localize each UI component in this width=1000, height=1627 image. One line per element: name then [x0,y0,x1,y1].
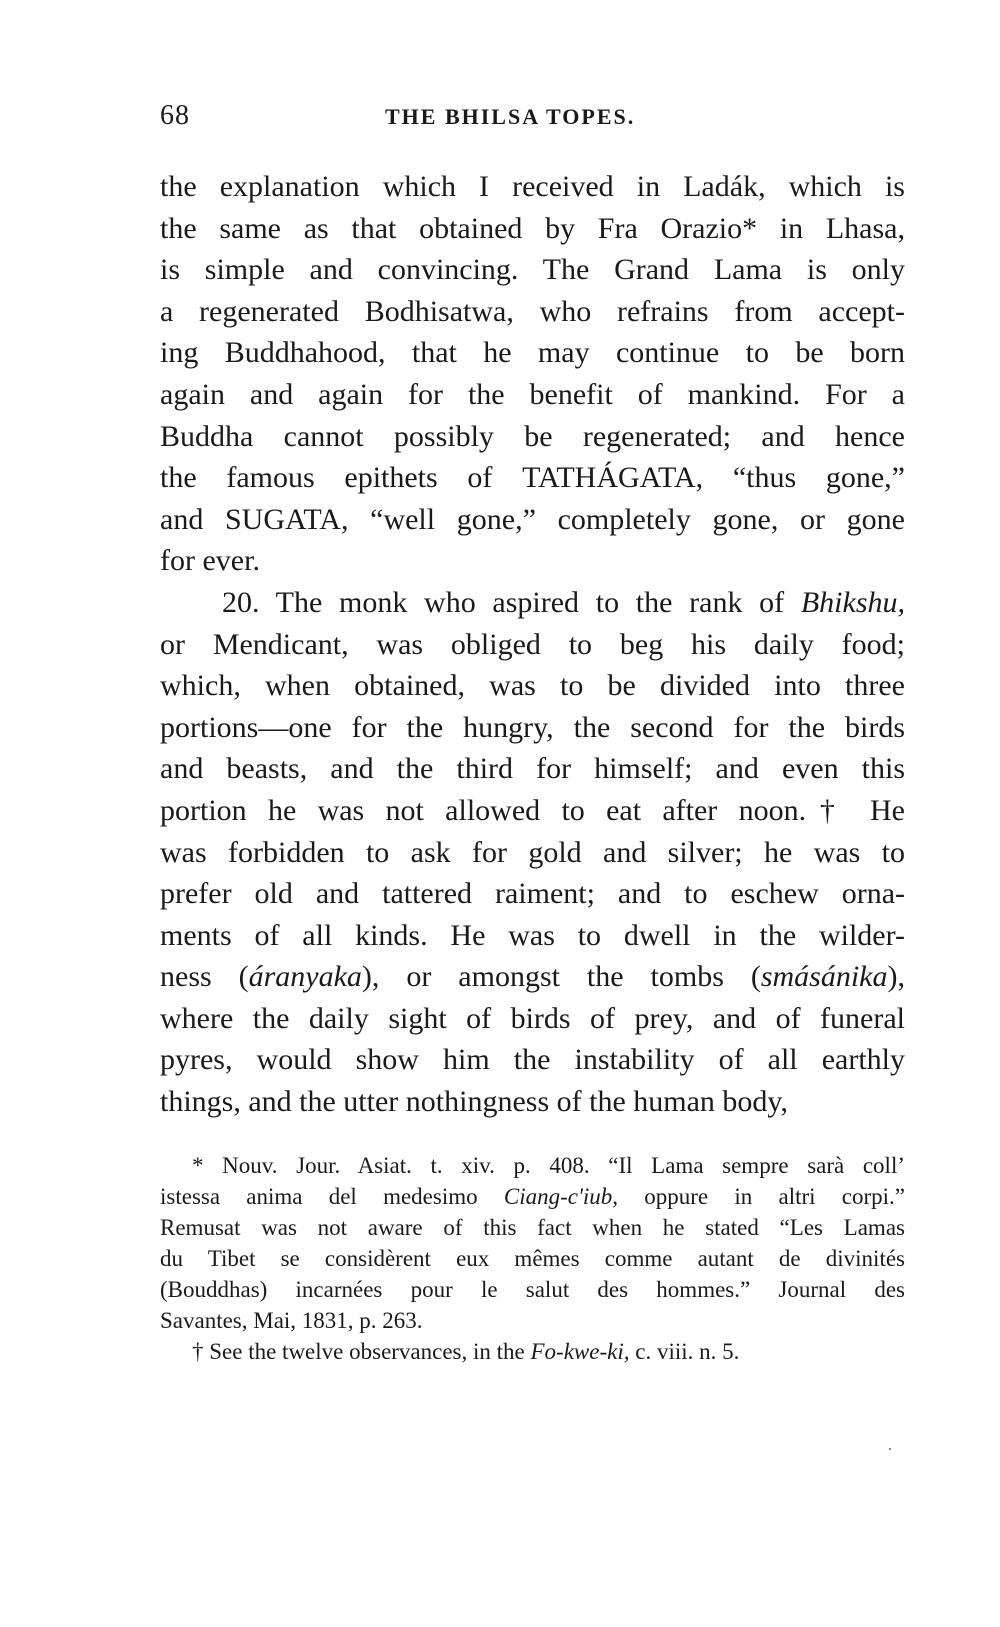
text-segment: † See the twelve observances, in the [192,1339,531,1364]
text-line: the same as that obtained by Fra Orazio* in Lhasa, [160,211,905,245]
text-segment: , “thus gone,” [695,461,905,495]
text-line: Buddha cannot possibly be regenerated; and hence [160,419,905,453]
text-segment: and [160,502,225,536]
text-segment: the famous epithets of [160,461,523,495]
italic-term: Fo-kwe-ki, [530,1339,630,1364]
text-line: or Mendicant, was obliged to beg his daily food; [160,627,905,661]
italic-term: Bhikshu, [800,585,905,619]
footnote-line: Remusat was not aware of this fact when he stated “Les Lamas [160,1215,905,1240]
text-line: the explanation which I received in Ladák, which is [160,170,905,203]
main-text [160,166,905,1123]
text-segment: 20. The monk who aspired to the rank of [222,585,801,619]
footnote-line [160,1336,905,1367]
page-header [160,100,905,140]
footnote-line: du Tibet se considèrent eux mêmes comme autant de divinités [160,1246,905,1271]
ink-speck [889,1448,891,1450]
footnote-line: (Bouddhas) incarnées pour le salut des hommes.” Journal des [160,1277,905,1302]
text-line: for ever. [160,544,260,578]
text-segment: ness ( [160,960,249,994]
text-line: was forbidden to ask for gold and silver; he was to [160,835,905,869]
text-line: and beasts, and the third for himself; and even this [160,752,905,786]
footnote-line [160,1181,905,1212]
text-segment: istessa anima del medesimo [160,1184,504,1209]
footnote-line: Savantes, Mai, 1831, p. 263. [160,1308,423,1333]
text-line: portion he was not allowed to eat after noon.† He [160,793,905,827]
text-line: prefer old and tattered raiment; and to eschew orna- [160,877,905,911]
italic-term: áranyaka [248,960,362,994]
footnotes [160,1150,905,1367]
text-line: is simple and convincing. The Grand Lama is only [160,253,905,287]
running-title: THE BHILSA TOPES. [385,104,636,129]
text-line: a regenerated Bodhisatwa, who refrains from accept- [160,294,905,328]
text-segment: oppure in altri corpi.” [618,1184,906,1209]
text-line: ments of all kinds. He was to dwell in the wilder- [160,918,905,952]
text-segment: c. viii. n. 5. [629,1339,740,1364]
small-caps-term: SUGATA [225,502,341,536]
text-segment: ), [887,960,905,994]
text-line: pyres, would show him the instability of all earthly [160,1043,905,1077]
text-line [160,457,905,499]
text-line: which, when obtained, was to be divided into three [160,669,905,703]
text-line: things, and the utter nothingness of the human body, [160,1085,788,1119]
italic-term: smásánika [760,960,888,994]
text-line: again and again for the benefit of mankind. For a [160,377,905,411]
paragraph-start-line [160,582,905,624]
text-line [160,956,905,998]
text-segment: , “well gone,” completely gone, or gone [340,502,905,536]
small-caps-term: TATHÁGATA [522,461,696,495]
text-line: portions—one for the hungry, the second for the birds [160,710,905,744]
footnote-line: * Nouv. Jour. Asiat. t. xiv. p. 408. “Il Lama sempre sarà coll’ [192,1153,905,1178]
page-number: 68 [160,100,190,131]
italic-term: Ciang-c'iub, [503,1184,619,1209]
text-line: ing Buddhahood, that he may continue to be born [160,336,905,370]
text-segment: ), or amongst the tombs ( [361,960,761,994]
text-line [160,499,905,541]
text-line: where the daily sight of birds of prey, and of funeral [160,1001,905,1035]
